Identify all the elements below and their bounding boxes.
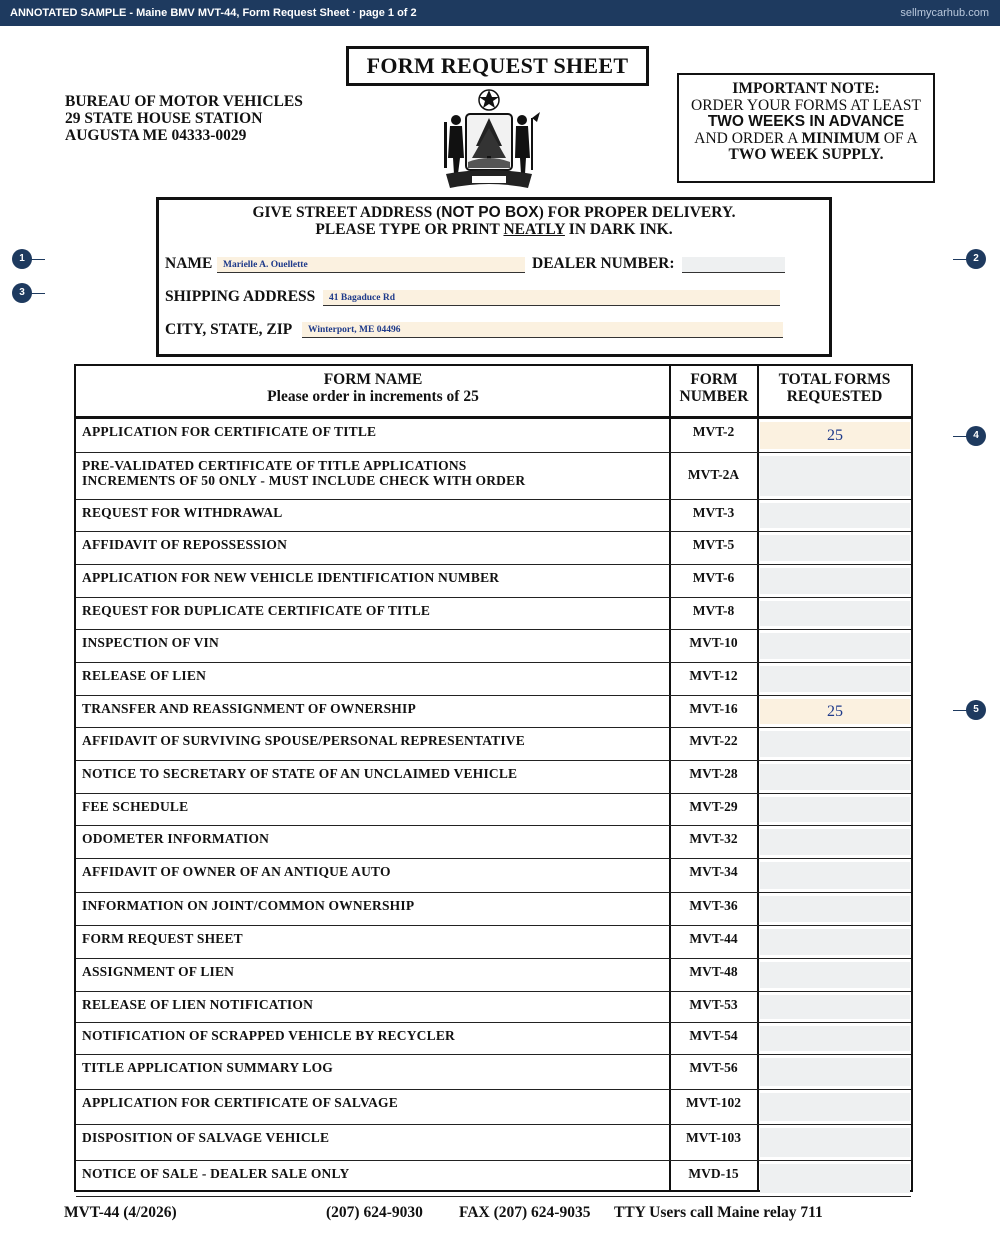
form-title: FORM REQUEST SHEET bbox=[346, 46, 649, 86]
form-name-line: FORM REQUEST SHEET bbox=[82, 931, 243, 946]
form-number: MVT-5 bbox=[692, 537, 735, 552]
form-name bbox=[82, 570, 499, 585]
quantity-field[interactable] bbox=[760, 1164, 910, 1193]
header-text: TOTAL FORMS bbox=[778, 371, 891, 388]
shipping-address-field[interactable]: 41 Bagaduce Rd bbox=[323, 290, 780, 306]
instruction-emphasis: NEATLY bbox=[503, 220, 565, 238]
table-row bbox=[76, 500, 911, 532]
table-row bbox=[76, 630, 911, 663]
form-number: MVT-6 bbox=[692, 570, 735, 585]
quantity-field[interactable] bbox=[760, 503, 910, 528]
table-row bbox=[76, 453, 911, 500]
annotation-marker-3: 3 bbox=[12, 283, 32, 303]
instruction-text: ) FOR PROPER DELIVERY. bbox=[538, 204, 736, 221]
instruction-emphasis: NOT PO BOX bbox=[441, 204, 539, 221]
address-instructions bbox=[159, 205, 829, 238]
footer-tty: TTY Users call Maine relay 711 bbox=[614, 1204, 823, 1221]
form-number: MVT-29 bbox=[689, 799, 738, 814]
form-number: MVT-16 bbox=[689, 701, 738, 716]
form-name-line: AFFIDAVIT OF SURVIVING SPOUSE/PERSONAL REPRESENTATIVE bbox=[82, 733, 525, 748]
form-name-line: NOTICE OF SALE - DEALER SALE ONLY bbox=[82, 1166, 350, 1181]
note-line bbox=[679, 131, 933, 148]
quantity-field[interactable] bbox=[760, 633, 910, 659]
form-name-line: NOTICE TO SECRETARY OF STATE OF AN UNCLAIMED VEHICLE bbox=[82, 766, 518, 781]
table-row bbox=[76, 1090, 911, 1125]
table-row bbox=[76, 1055, 911, 1090]
note-minimum: MINIMUM bbox=[801, 129, 880, 147]
instruction-text: GIVE STREET ADDRESS ( bbox=[252, 204, 442, 221]
bureau-line: AUGUSTA ME 04333-0029 bbox=[65, 127, 247, 144]
quantity-field[interactable] bbox=[760, 995, 910, 1019]
quantity-field[interactable] bbox=[760, 962, 910, 988]
table-row bbox=[76, 532, 911, 565]
quantity-field[interactable] bbox=[760, 535, 910, 561]
form-name-line: TITLE APPLICATION SUMMARY LOG bbox=[82, 1060, 333, 1075]
quantity-field[interactable] bbox=[760, 568, 910, 594]
form-number: MVT-2 bbox=[692, 424, 735, 439]
form-name bbox=[82, 603, 430, 618]
quantity-field[interactable] bbox=[760, 896, 910, 922]
maine-state-seal-icon bbox=[436, 88, 542, 192]
form-number: MVT-48 bbox=[689, 964, 738, 979]
form-name bbox=[82, 458, 525, 488]
table-row bbox=[76, 926, 911, 959]
quantity-field[interactable] bbox=[760, 1058, 910, 1086]
form-number: MVT-12 bbox=[689, 668, 738, 683]
footer-phone: (207) 624-9030 bbox=[326, 1204, 423, 1221]
shipping-address-label: SHIPPING ADDRESS bbox=[165, 288, 316, 305]
quantity-field[interactable] bbox=[760, 829, 910, 855]
quantity-field[interactable] bbox=[760, 456, 910, 496]
quantity-field[interactable] bbox=[760, 1128, 910, 1157]
form-name bbox=[82, 424, 376, 439]
form-name-line: RELEASE OF LIEN NOTIFICATION bbox=[82, 997, 314, 1012]
form-name bbox=[82, 898, 414, 913]
form-name-line: RELEASE OF LIEN bbox=[82, 668, 207, 683]
annotation-marker-1: 1 bbox=[12, 249, 32, 269]
form-name bbox=[82, 1130, 329, 1145]
form-name bbox=[82, 766, 517, 781]
city-state-zip-label: CITY, STATE, ZIP bbox=[165, 321, 293, 338]
instruction-text: PLEASE TYPE OR PRINT bbox=[315, 220, 504, 238]
table-row bbox=[76, 826, 911, 859]
quantity-field[interactable] bbox=[760, 731, 910, 757]
form-name-line: DISPOSITION OF SALVAGE VEHICLE bbox=[82, 1130, 330, 1145]
form-name-line: APPLICATION FOR NEW VEHICLE IDENTIFICATION NUMBER bbox=[82, 570, 500, 585]
header-text: NUMBER bbox=[679, 387, 749, 405]
form-name-line: INCREMENTS OF 50 ONLY - MUST INCLUDE CHECK WITH ORDER bbox=[82, 473, 526, 488]
name-label: NAME bbox=[165, 255, 213, 272]
form-name bbox=[82, 1028, 455, 1043]
quantity-field[interactable] bbox=[760, 1026, 910, 1051]
table-row bbox=[76, 1023, 911, 1055]
quantity-field[interactable] bbox=[760, 1093, 910, 1121]
form-name bbox=[82, 799, 188, 814]
form-number: MVT-53 bbox=[689, 997, 738, 1012]
header-text: REQUESTED bbox=[786, 387, 883, 405]
header-form-number bbox=[670, 366, 758, 419]
table-row bbox=[76, 565, 911, 598]
form-number: MVT-8 bbox=[692, 603, 735, 618]
form-number: MVT-56 bbox=[689, 1060, 738, 1075]
quantity-field[interactable] bbox=[760, 797, 910, 822]
table-row bbox=[76, 761, 911, 794]
form-name-line: APPLICATION FOR CERTIFICATE OF SALVAGE bbox=[82, 1095, 398, 1110]
form-name bbox=[82, 931, 243, 946]
quantity-field[interactable]: 25 bbox=[760, 699, 910, 724]
dealer-number-field[interactable] bbox=[682, 257, 785, 273]
form-name bbox=[82, 701, 416, 716]
form-name-line: INFORMATION ON JOINT/COMMON OWNERSHIP bbox=[82, 898, 415, 913]
form-name bbox=[82, 505, 282, 520]
form-name-line: INSPECTION OF VIN bbox=[82, 635, 219, 650]
bureau-line: 29 STATE HOUSE STATION bbox=[65, 110, 263, 127]
annotation-marker-4: 4 bbox=[966, 426, 986, 446]
bureau-line: BUREAU OF MOTOR VEHICLES bbox=[65, 93, 303, 110]
forms-table bbox=[74, 364, 913, 1192]
quantity-field[interactable]: 25 bbox=[760, 422, 910, 449]
dealer-number-label: DEALER NUMBER: bbox=[532, 255, 675, 272]
table-row bbox=[76, 728, 911, 761]
quantity-field[interactable] bbox=[760, 862, 910, 889]
table-row bbox=[76, 419, 911, 453]
instruction-text: IN DARK INK. bbox=[564, 220, 673, 238]
banner-site: sellmycarhub.com bbox=[900, 7, 989, 19]
form-name-line: TRANSFER AND REASSIGNMENT OF OWNERSHIP bbox=[82, 701, 416, 716]
form-name-line: AFFIDAVIT OF REPOSSESSION bbox=[82, 537, 288, 552]
form-name-line: REQUEST FOR DUPLICATE CERTIFICATE OF TITLE bbox=[82, 603, 431, 618]
form-number: MVT-2A bbox=[687, 467, 740, 482]
header-total-requested bbox=[758, 366, 911, 419]
note-line: TWO WEEK SUPPLY. bbox=[728, 146, 884, 163]
form-name-line: ASSIGNMENT OF LIEN bbox=[82, 964, 235, 979]
note-text: AND ORDER A bbox=[694, 129, 802, 147]
marker-leader-line bbox=[953, 436, 967, 437]
important-note bbox=[677, 73, 935, 183]
form-number: MVT-34 bbox=[689, 864, 738, 879]
form-number: MVT-44 bbox=[689, 931, 738, 946]
form-name bbox=[82, 864, 391, 879]
form-name-line: FEE SCHEDULE bbox=[82, 799, 189, 814]
footer-form-id: MVT-44 (4/2026) bbox=[64, 1204, 177, 1221]
form-number: MVT-10 bbox=[689, 635, 738, 650]
note-heading: IMPORTANT NOTE: bbox=[732, 80, 880, 97]
table-row bbox=[76, 696, 911, 728]
form-number: MVT-28 bbox=[689, 766, 738, 781]
form-name-line: APPLICATION FOR CERTIFICATE OF TITLE bbox=[82, 424, 377, 439]
form-number: MVT-54 bbox=[689, 1028, 738, 1043]
form-name bbox=[82, 733, 525, 748]
marker-leader-line bbox=[31, 293, 45, 294]
form-number: MVT-103 bbox=[685, 1130, 741, 1145]
instruction-line bbox=[159, 222, 829, 239]
quantity-field[interactable] bbox=[760, 666, 910, 692]
marker-leader-line bbox=[31, 259, 45, 260]
form-name bbox=[82, 1095, 398, 1110]
form-number: MVT-102 bbox=[685, 1095, 741, 1110]
form-number: MVT-22 bbox=[689, 733, 738, 748]
form-name bbox=[82, 831, 269, 846]
table-row bbox=[76, 598, 911, 630]
form-name-line: REQUEST FOR WITHDRAWAL bbox=[82, 505, 283, 520]
quantity-field[interactable] bbox=[760, 764, 910, 790]
bureau-address bbox=[65, 93, 303, 144]
form-name bbox=[82, 668, 206, 683]
form-name bbox=[82, 964, 234, 979]
form-name bbox=[82, 537, 287, 552]
quantity-field[interactable] bbox=[760, 929, 910, 955]
form-number: MVD-15 bbox=[688, 1166, 739, 1181]
form-number: MVT-3 bbox=[692, 505, 735, 520]
form-number: MVT-36 bbox=[689, 898, 738, 913]
form-name-line: ODOMETER INFORMATION bbox=[82, 831, 270, 846]
name-field[interactable]: Marielle A. Ouellette bbox=[217, 257, 525, 273]
table-row bbox=[76, 893, 911, 926]
table-row bbox=[76, 663, 911, 696]
footer-fax: FAX (207) 624-9035 bbox=[459, 1204, 591, 1221]
form-name bbox=[82, 635, 219, 650]
instruction-line bbox=[159, 205, 829, 222]
annotation-marker-5: 5 bbox=[966, 700, 986, 720]
city-state-zip-field[interactable]: Winterport, ME 04496 bbox=[302, 322, 783, 338]
table-row bbox=[76, 959, 911, 992]
form-number: MVT-32 bbox=[689, 831, 738, 846]
header-subtext: Please order in increments of 25 bbox=[267, 387, 479, 405]
form-name bbox=[82, 1060, 333, 1075]
delivery-address-section bbox=[156, 197, 832, 357]
note-text: OF A bbox=[879, 129, 918, 147]
table-row bbox=[76, 1125, 911, 1161]
form-name-line: AFFIDAVIT OF OWNER OF AN ANTIQUE AUTO bbox=[82, 864, 391, 879]
table-row bbox=[76, 992, 911, 1023]
form-name-line: PRE-VALIDATED CERTIFICATE OF TITLE APPLICATIONS bbox=[82, 458, 467, 473]
form-name bbox=[82, 1166, 349, 1181]
table-row bbox=[76, 1161, 911, 1197]
marker-leader-line bbox=[953, 259, 967, 260]
banner-title: ANNOTATED SAMPLE - Maine BMV MVT-44, Form Request Sheet · page 1 of 2 bbox=[10, 7, 417, 19]
form-name bbox=[82, 997, 313, 1012]
note-line: ORDER YOUR FORMS AT LEAST bbox=[691, 96, 921, 114]
table-row bbox=[76, 794, 911, 826]
header-text: FORM bbox=[690, 371, 738, 388]
note-emphasis: TWO WEEKS IN ADVANCE bbox=[707, 113, 905, 130]
annotation-marker-2: 2 bbox=[966, 249, 986, 269]
marker-leader-line bbox=[953, 710, 967, 711]
quantity-field[interactable] bbox=[760, 601, 910, 626]
table-row bbox=[76, 859, 911, 893]
form-name-line: NOTIFICATION OF SCRAPPED VEHICLE BY RECYCLER bbox=[82, 1028, 455, 1043]
header-form-name bbox=[76, 366, 670, 419]
annotation-banner bbox=[0, 0, 1000, 26]
header-text: FORM NAME bbox=[323, 371, 423, 388]
